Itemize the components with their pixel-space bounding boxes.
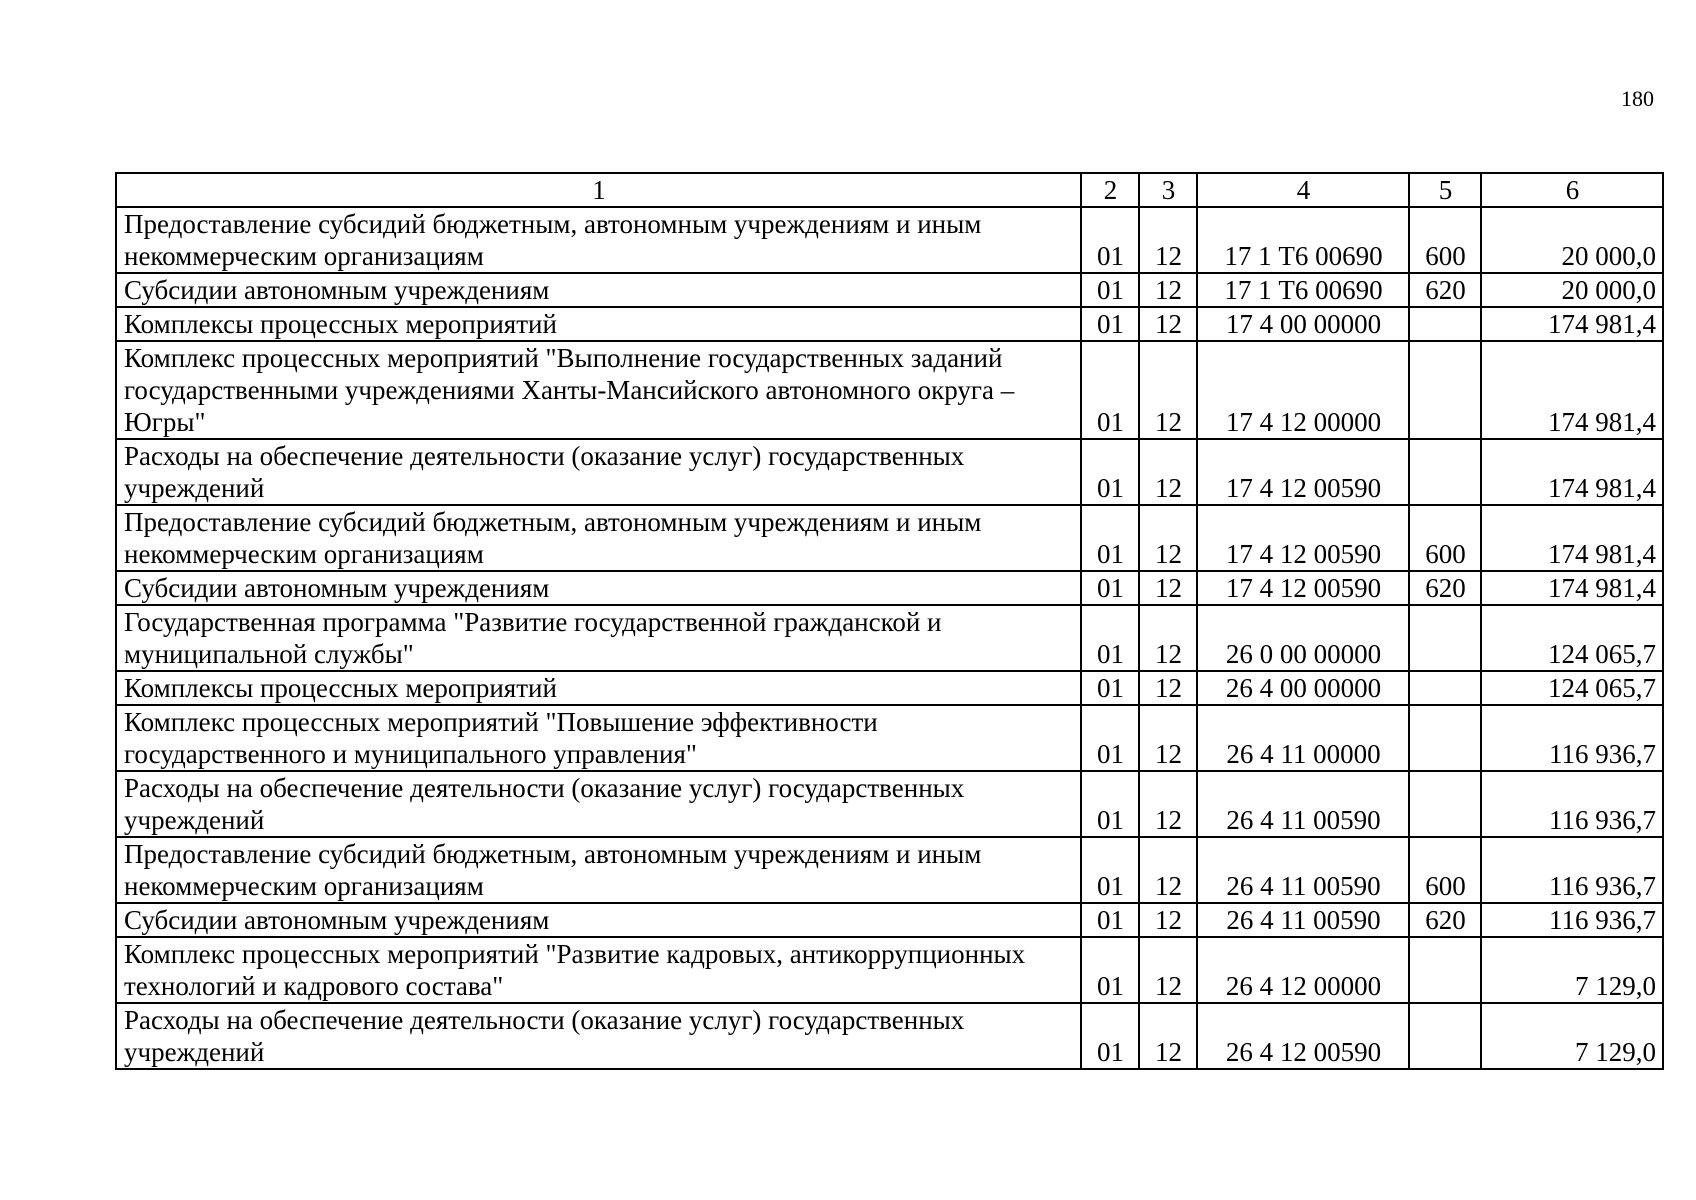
row-name-cell: Расходы на обеспечение деятельности (оказание услуг) государственных учреждений [116,1003,1081,1069]
subsection-cell: 12 [1139,771,1197,837]
section-cell: 01 [1081,705,1139,771]
row-name-cell: Комплекс процессных мероприятий "Повышение эффективности государственного и муниципального управления" [116,705,1081,771]
row-name-cell: Расходы на обеспечение деятельности (оказание услуг) государственных учреждений [116,439,1081,505]
table-row [116,341,1663,439]
target-code-cell: 26 4 12 00590 [1197,1003,1409,1069]
section-cell: 01 [1081,571,1139,605]
target-code-cell: 26 4 12 00000 [1197,937,1409,1003]
target-code-cell: 26 4 00 00000 [1197,671,1409,705]
target-code-cell: 26 4 11 00000 [1197,705,1409,771]
row-name-cell: Комплекс процессных мероприятий "Выполнение государственных заданий государственными учреждениями Ханты-Мансийского автономного округа – Югры" [116,341,1081,439]
subsection-cell: 12 [1139,571,1197,605]
target-code-cell: 26 4 11 00590 [1197,771,1409,837]
amount-cell: 174 981,4 [1481,307,1663,341]
amount-cell: 116 936,7 [1481,771,1663,837]
amount-cell: 116 936,7 [1481,837,1663,903]
budget-table [115,172,1664,1070]
expense-type-cell: 620 [1409,903,1481,937]
expense-type-cell: 620 [1409,571,1481,605]
target-code-cell: 17 4 12 00590 [1197,505,1409,571]
section-cell: 01 [1081,207,1139,273]
section-cell: 01 [1081,605,1139,671]
section-cell: 01 [1081,307,1139,341]
subsection-cell: 12 [1139,505,1197,571]
expense-type-cell: 600 [1409,505,1481,571]
amount-cell: 116 936,7 [1481,903,1663,937]
expense-type-cell: 620 [1409,273,1481,307]
subsection-cell: 12 [1139,605,1197,671]
subsection-cell: 12 [1139,307,1197,341]
target-code-cell: 26 4 11 00590 [1197,903,1409,937]
row-name-cell: Субсидии автономным учреждениям [116,903,1081,937]
row-name-cell: Комплексы процессных мероприятий [116,671,1081,705]
subsection-cell: 12 [1139,273,1197,307]
table-row [116,571,1663,605]
header-cell: 6 [1481,173,1663,207]
table-row [116,771,1663,837]
header-cell: 5 [1409,173,1481,207]
subsection-cell: 12 [1139,937,1197,1003]
expense-type-cell: 600 [1409,837,1481,903]
row-name-cell: Предоставление субсидий бюджетным, автономным учреждениям и иным некоммерческим организациям [116,837,1081,903]
target-code-cell: 17 1 Т6 00690 [1197,273,1409,307]
subsection-cell: 12 [1139,903,1197,937]
section-cell: 01 [1081,505,1139,571]
row-name-cell: Субсидии автономным учреждениям [116,571,1081,605]
subsection-cell: 12 [1139,1003,1197,1069]
section-cell: 01 [1081,1003,1139,1069]
amount-cell: 124 065,7 [1481,671,1663,705]
expense-type-cell [1409,1003,1481,1069]
amount-cell: 174 981,4 [1481,439,1663,505]
subsection-cell: 12 [1139,837,1197,903]
expense-type-cell [1409,307,1481,341]
table-header [116,173,1663,207]
expense-type-cell: 600 [1409,207,1481,273]
row-name-cell: Государственная программа "Развитие государственной гражданской и муниципальной службы" [116,605,1081,671]
table-row [116,937,1663,1003]
expense-type-cell [1409,671,1481,705]
section-cell: 01 [1081,903,1139,937]
table-row [116,505,1663,571]
section-cell: 01 [1081,439,1139,505]
amount-cell: 174 981,4 [1481,571,1663,605]
section-cell: 01 [1081,341,1139,439]
section-cell: 01 [1081,771,1139,837]
amount-cell: 174 981,4 [1481,505,1663,571]
target-code-cell: 17 4 12 00590 [1197,439,1409,505]
table-body [116,207,1663,1069]
section-cell: 01 [1081,273,1139,307]
target-code-cell: 26 0 00 00000 [1197,605,1409,671]
table-row [116,307,1663,341]
table-row [116,903,1663,937]
row-name-cell: Комплексы процессных мероприятий [116,307,1081,341]
expense-type-cell [1409,439,1481,505]
table-row [116,837,1663,903]
row-name-cell: Расходы на обеспечение деятельности (оказание услуг) государственных учреждений [116,771,1081,837]
amount-cell: 116 936,7 [1481,705,1663,771]
row-name-cell: Предоставление субсидий бюджетным, автономным учреждениям и иным некоммерческим организациям [116,505,1081,571]
table-row [116,605,1663,671]
expense-type-cell [1409,341,1481,439]
row-name-cell: Субсидии автономным учреждениям [116,273,1081,307]
amount-cell: 20 000,0 [1481,207,1663,273]
section-cell: 01 [1081,671,1139,705]
table-row [116,671,1663,705]
amount-cell: 174 981,4 [1481,341,1663,439]
target-code-cell: 17 4 00 00000 [1197,307,1409,341]
target-code-cell: 26 4 11 00590 [1197,837,1409,903]
amount-cell: 124 065,7 [1481,605,1663,671]
amount-cell: 7 129,0 [1481,1003,1663,1069]
table-row [116,1003,1663,1069]
subsection-cell: 12 [1139,207,1197,273]
header-row [116,173,1663,207]
section-cell: 01 [1081,937,1139,1003]
target-code-cell: 17 4 12 00590 [1197,571,1409,605]
header-cell: 1 [116,173,1081,207]
expense-type-cell [1409,937,1481,1003]
subsection-cell: 12 [1139,341,1197,439]
table-row [116,439,1663,505]
table-row [116,207,1663,273]
target-code-cell: 17 4 12 00000 [1197,341,1409,439]
amount-cell: 7 129,0 [1481,937,1663,1003]
expense-type-cell [1409,771,1481,837]
subsection-cell: 12 [1139,705,1197,771]
table-row [116,705,1663,771]
header-cell: 3 [1139,173,1197,207]
expense-type-cell [1409,705,1481,771]
target-code-cell: 17 1 Т6 00690 [1197,207,1409,273]
header-cell: 2 [1081,173,1139,207]
row-name-cell: Комплекс процессных мероприятий "Развитие кадровых, антикоррупционных технологий и кадрового состава" [116,937,1081,1003]
header-cell: 4 [1197,173,1409,207]
section-cell: 01 [1081,837,1139,903]
row-name-cell: Предоставление субсидий бюджетным, автономным учреждениям и иным некоммерческим организациям [116,207,1081,273]
table-row [116,273,1663,307]
amount-cell: 20 000,0 [1481,273,1663,307]
subsection-cell: 12 [1139,671,1197,705]
subsection-cell: 12 [1139,439,1197,505]
expense-type-cell [1409,605,1481,671]
page-number: 180 [1621,86,1654,111]
